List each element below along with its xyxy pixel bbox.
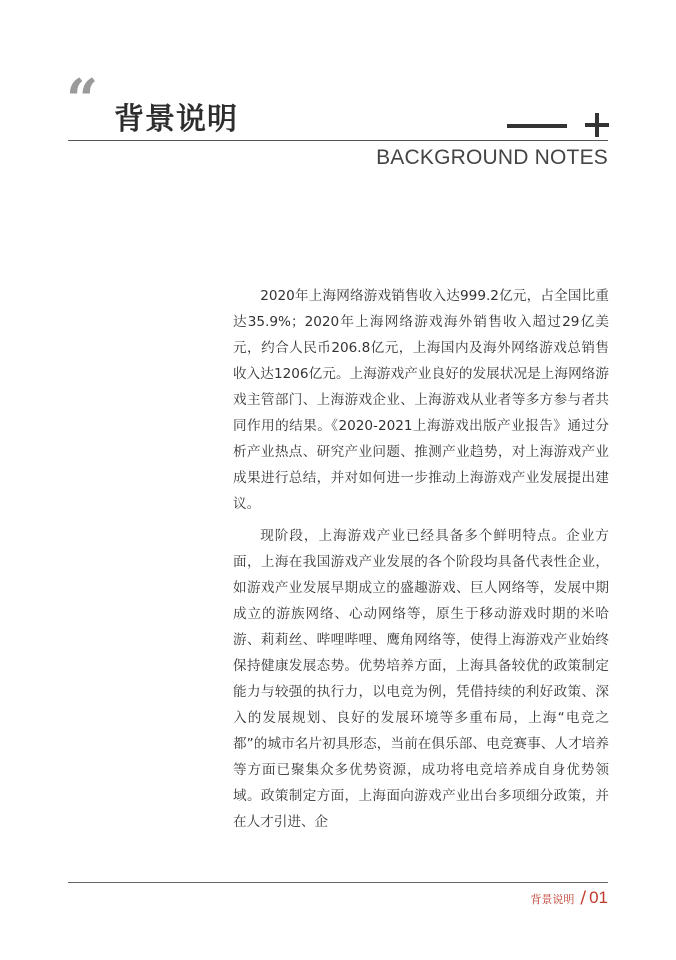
dash-icon [507,124,567,128]
header-divider [68,140,608,141]
page-number: 01 [589,888,608,907]
plus-icon [585,113,609,137]
footer-divider [68,882,608,883]
page-subtitle: BACKGROUND NOTES [376,146,608,169]
page-footer [530,888,608,908]
paragraph-2: 现阶段，上海游戏产业已经具备多个鲜明特点。企业方面，上海在我国游戏产业发展的各个阶段均具备代表性企业，如游戏产业发展早期成立的盛趣游戏、巨人网络等，发展中期成立的游族网络、心动网络等，原生于移动游戏时期的米哈游、莉莉丝、哔哩哔哩、鹰角网络等，使得上海游戏产业始终保持健康发展态势。优势培养方面，上海具备较优的政策制定能力与较强的执行力，以电竞为例，凭借持续的利好政策、深入的发展规划、良好的发展环境等多重布局，上海“电竞之都”的城市名片初具形态，当前在俱乐部、电竞赛事、人才培养等方面已聚集众多优势资源，成功将电竞培养成自身优势领域。政策制定方面，上海面向游戏产业出台多项细分政策，并在人才引进、企 [233,528,609,830]
body-text [233,283,609,841]
page-title: 背景说明 [114,102,238,137]
footer-separator: / [580,888,587,908]
footer-section-label: 背景说明 [530,893,575,906]
paragraph-1: 2020年上海网络游戏销售收入达999.2亿元，占全国比重达35.9%；2020年上海网络游戏海外销售收入超过29亿美元，约合人民币206.8亿元，上海国内及海外网络游戏总销售收入达1206亿元。上海游戏产业良好的发展状况是上海网络游戏主管部门、上海游戏企业、上海游戏从业者等多方参与者共同作用的结果。《2020-2021上海游戏出版产业报告》通过分析产业热点、研究产业问题、推测产业趋势，对上海游戏产业成果进行总结，并对如何进一步推动上海游戏产业发展提出建议。 [233,288,609,512]
quote-mark-icon: “ [66,67,95,133]
